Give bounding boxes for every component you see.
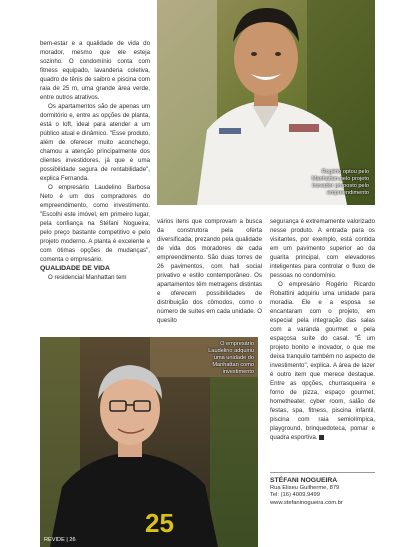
signature-address: Rua Eliseu Guilherme, 879	[270, 484, 340, 491]
page-footer: REVIDE | 26	[44, 537, 76, 543]
section-heading: QUALIDADE DE VIDA	[40, 265, 110, 272]
signature-website: www.stefaninogueira.com.br	[270, 499, 343, 506]
photo-rogerio	[157, 0, 375, 205]
column-2-paragraph: vários itens que comprovam a busca da construtora pela oferta diversificada, prezando pela qualidade de vida dos moradores de cada empreendimento. São duas torres de 26 pavimentos, com hall social privativo e estilo contemporâneo. Os apartamentos têm metragens distintas e oferecem possibilidades de distribuição dos cômodos, como o número de suítes em cada unidade. O quesito	[157, 218, 262, 324]
caption-top-photo: Rogério optou pelo Manhattan pelo projeto inovador proposto pelo empreendimento	[311, 169, 369, 196]
signature-phone: Tel: (16) 4009.9499	[270, 492, 320, 498]
svg-text:25: 25	[145, 508, 174, 538]
column-1	[40, 39, 150, 282]
end-mark-icon	[319, 435, 324, 440]
photo-laudelino	[40, 337, 258, 547]
caption-bottom-photo: O empresário Laudelino adquiriu uma unidade do Manhattan como investimento	[208, 341, 254, 375]
signature-block	[270, 472, 375, 507]
column-3-paragraph-2-text: O empresário Rogério Ricardo Robattini adquiriu uma unidade para moradia. Ele e a esposa se encantaram com o projeto, em especial pela integração das salas com a varanda gourmet e pela espaçosa suíte do casal. "É um projeto bonito e inovador, o que me deixa tranquilo também no aspecto de investimento", explica. A área de lazer é outro item que merece destaque. Entre as opções, churrasqueira e forno de pizza, espaço gourmet, hometheater, cyber room, salão de festas, spa, fitness, piscina infantil, piscina com raia semiolímpica, playground, brinquedoteca, pomar e quadra esportiva.	[270, 281, 375, 441]
column-3	[270, 217, 375, 442]
column-1-paragraph-3: O empresário Laudelino Barbosa Neto é um dos compradores do empreendimento, como investimento. "Escolhi este imóvel, em primeiro lugar, pela confiança na Stéfani Nogueira, pelo preço bastante competitivo e pelo projeto moderno. A planta é excelente e com ótimas opções de mudanças", comenta o empresário.	[40, 184, 150, 263]
column-1-paragraph-1: bem-estar e a qualidade de vida do morador, mesmo que ele esteja sozinho. O condomínio conta com fitness equipado, lavanderia coletiva, quadro de tênis de saibro e piscina com raia de 25 m, uma grande área verde, entre outros atrativos.	[40, 40, 150, 101]
column-3-paragraph-1: segurança é extremamente valorizado nesse produto. A entrada para os visitantes, por exemplo, está contida em um pavimento superior ao da guarita principal, com elevadores inteligentes para controlar o fluxo de pessoas no condomínio.	[270, 218, 375, 279]
signature-name: STÉFANI NOGUEIRA	[270, 477, 338, 484]
column-2	[157, 217, 262, 325]
column-1-paragraph-2: Os apartamentos são de apenas um dormitório e, entre as opções de planta, está o loft, ideal para atender a um público atual e dinâmico. "Esse produto, além de oferecer muito aconchego, chamou a atenção principalmente dos clientes investidores, já que é uma possibilidade segura de rentabilidade", explica Fernanda.	[40, 103, 150, 182]
column-3-paragraph-2	[270, 280, 375, 442]
column-1-paragraph-4: O residencial Manhattan tem	[48, 274, 127, 281]
